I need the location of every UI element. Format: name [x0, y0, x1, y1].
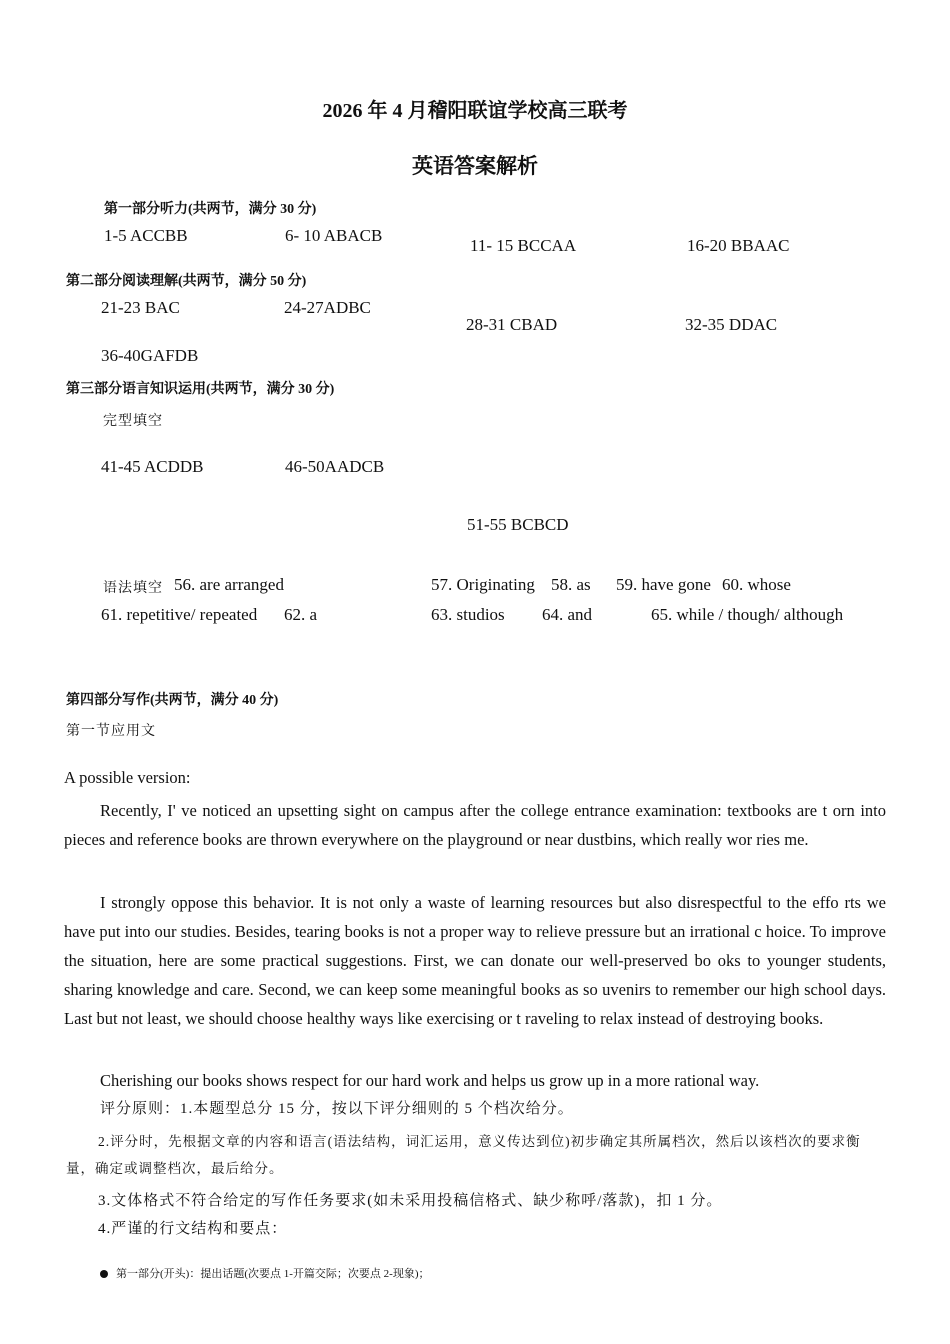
page-title: 2026 年 4 月稽阳联谊学校高三联考	[322, 100, 628, 122]
cloze-answer-2: 46-50AADCB	[285, 457, 385, 476]
grammar-answer-59: 59. have gone	[616, 575, 711, 594]
grading-bullet-1	[100, 1265, 429, 1281]
grading-rule-1: 评分原则：1.本题型总分 15 分，按以下评分细则的 5 个档次给分。	[100, 1101, 574, 1117]
grading-rule-2: 2.评分时，先根据文章的内容和语言(语法结构，词汇运用，意义传达到位)初步确定其所属档次，然后以该档次的要求衡量，确定或调整档次，最后给分。	[66, 1134, 861, 1176]
grammar-answer-61: 61. repetitive/ repeated	[101, 605, 258, 624]
part3-heading: 第三部分语言知识运用(共两节，满分 30 分)	[66, 382, 335, 397]
grammar-answer-65: 65. while / though/ although	[651, 605, 844, 624]
grammar-answer-64: 64. and	[542, 605, 593, 624]
grading-bullet-1-text: 第一部分(开头)：提出话题(次要点 1-开篇交际；次要点 2-现象)；	[116, 1268, 430, 1280]
grammar-answer-62: 62. a	[284, 605, 318, 624]
part2-answer-2: 24-27ADBC	[284, 298, 371, 317]
grammar-answer-60: 60. whose	[722, 575, 791, 594]
bullet-icon	[100, 1270, 108, 1278]
grammar-answer-63: 63. studios	[431, 605, 505, 624]
cloze-answer-3: 51-55 BCBCD	[467, 515, 569, 534]
part2-answer-4: 32-35 DDAC	[685, 315, 778, 334]
page-subtitle: 英语答案解析	[412, 154, 538, 178]
part2-answer-1: 21-23 BAC	[101, 298, 180, 317]
part1-answer-2: 6- 10 ABACB	[285, 226, 383, 245]
cloze-label: 完型填空	[103, 414, 163, 429]
grading-rule-3: 3.文体格式不符合给定的写作任务要求(如未采用投稿信格式、缺少称呼/落款)，扣 1 分。	[98, 1193, 723, 1209]
part2-heading: 第二部分阅读理解(共两节，满分 50 分)	[66, 274, 307, 289]
cloze-answer-1: 41-45 ACDDB	[101, 457, 204, 476]
grammar-answer-58: 58. as	[551, 575, 591, 594]
essay-paragraph-1: Recently, I' ve noticed an upsetting sight on campus after the college entrance examination: textbooks are t orn into pieces and reference books are thrown everywhere on the playground or near dustbins, which really wor ries me.	[64, 801, 886, 849]
grading-rule-4: 4.严谨的行文结构和要点：	[98, 1221, 288, 1237]
essay-paragraph-2: I strongly oppose this behavior. It is not only a waste of learning resources but also disrespectful to the effo rts we have put into our studies. Besides, tearing books is not a proper way to relieve pressure but an irrational c hoice. To improve the situation, here are some practical suggestions. First, we can donate our well-preserved bo oks to younger students, sharing knowledge and care. Second, we can keep some meaningful books as so uvenirs to remember our high school days. Last but not least, we should choose healthy ways like exercising or t raveling to relax instead of destroying books.	[64, 893, 886, 1028]
grammar-answer-57: 57. Originating	[431, 575, 535, 594]
possible-version-label: A possible version:	[64, 768, 191, 787]
essay-paragraph-3: Cherishing our books shows respect for our hard work and helps us grow up in a more rational way.	[100, 1071, 760, 1090]
part4-heading: 第四部分写作(共两节，满分 40 分)	[66, 693, 279, 708]
part1-answer-4: 16-20 BBAAC	[687, 236, 790, 255]
part4-section1-label: 第一节应用文	[66, 724, 156, 739]
part1-answer-1: 1-5 ACCBB	[104, 226, 188, 245]
grammar-label: 语法填空	[103, 581, 163, 596]
part2-answer-3: 28-31 CBAD	[466, 315, 558, 334]
part1-heading: 第一部分听力(共两节，满分 30 分)	[104, 202, 317, 217]
grammar-answer-56: 56. are arranged	[174, 575, 284, 594]
part2-answer-5: 36-40GAFDB	[101, 346, 199, 365]
part1-answer-3: 11- 15 BCCAA	[470, 236, 577, 255]
